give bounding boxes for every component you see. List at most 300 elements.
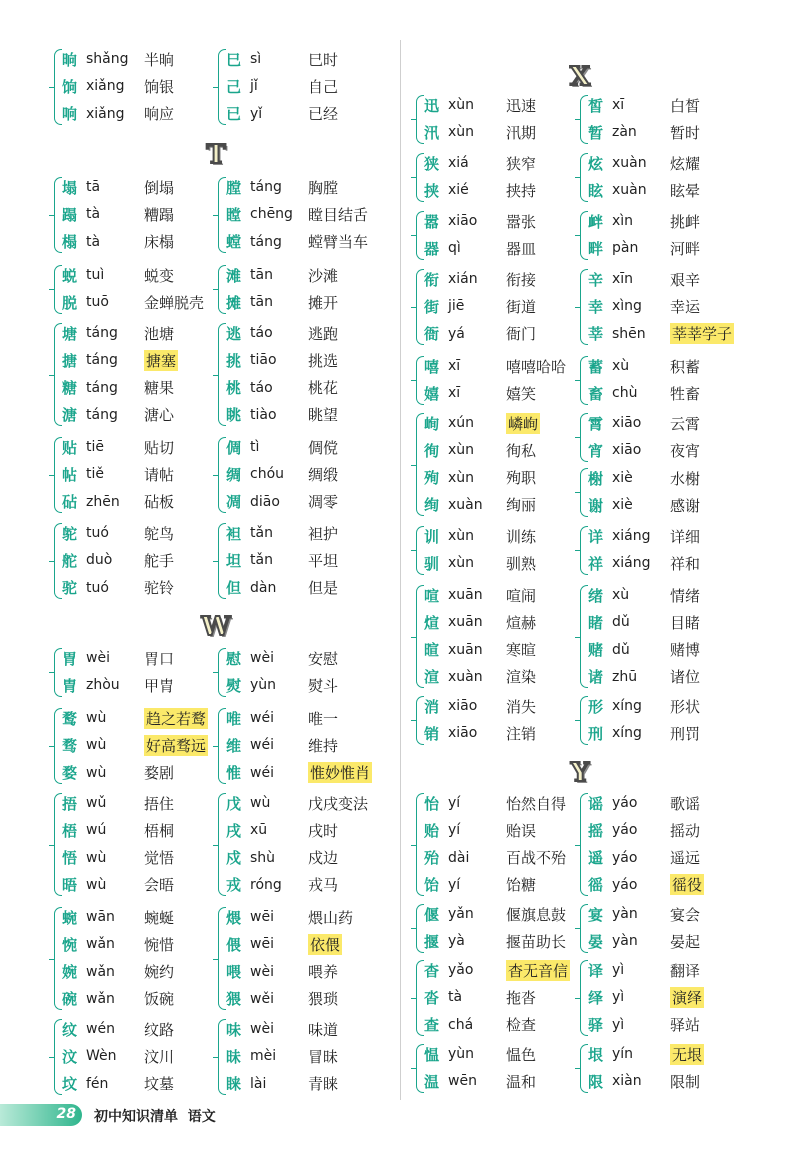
example-word: 训练	[506, 527, 537, 546]
pinyin: tiāo	[250, 352, 277, 369]
example-word: 汶川	[144, 1047, 175, 1066]
char-entry	[588, 266, 700, 292]
character: 详	[588, 527, 604, 546]
char-entry	[424, 609, 536, 635]
pinyin: wéi	[250, 764, 274, 781]
character: 销	[424, 724, 440, 743]
char-group	[54, 434, 229, 516]
example-word: 赌博	[670, 641, 701, 660]
character: 蜕	[62, 266, 78, 285]
pinyin: wěi	[250, 990, 274, 1007]
character: 嚣	[424, 212, 440, 231]
char-entry	[226, 1043, 338, 1069]
character: 贻	[424, 821, 440, 840]
pinyin: dǔ	[612, 641, 630, 658]
pinyin: xùn	[448, 528, 475, 544]
pinyin: yǎo	[448, 962, 474, 978]
pinyin: xuàn	[612, 155, 647, 171]
character: 塌	[62, 178, 78, 197]
example-word: 会晤	[144, 876, 175, 895]
pinyin: xiè	[612, 470, 633, 486]
char-entry	[62, 320, 174, 346]
pinyin: xù	[612, 358, 630, 374]
char-group	[416, 523, 591, 578]
char-entry	[424, 550, 536, 576]
pinyin: táng	[86, 325, 118, 341]
char-entry	[588, 177, 700, 203]
pinyin: wù	[86, 764, 107, 781]
character: 刑	[588, 724, 604, 743]
example-word: 夜宵	[670, 441, 701, 460]
example-word: 迅速	[506, 96, 537, 115]
example-word: 驼铃	[144, 579, 175, 598]
char-entry	[62, 46, 174, 72]
pinyin: yá	[448, 325, 465, 342]
group-brace	[54, 265, 62, 314]
example-word: 饷银	[144, 77, 175, 96]
char-entry	[424, 410, 540, 436]
example-word: 驯熟	[506, 554, 537, 573]
char-entry	[62, 262, 174, 288]
char-entry	[588, 901, 700, 927]
example-word: 牲畜	[670, 384, 701, 403]
char-group	[416, 693, 591, 748]
example-word: 瞠目结舌	[308, 205, 369, 224]
char-entry	[588, 957, 700, 983]
character: 婺	[62, 764, 78, 783]
pinyin: wǎn	[86, 936, 115, 953]
char-entry	[588, 720, 700, 746]
pinyin: xuān	[448, 587, 483, 603]
example-word: 怡然自得	[506, 794, 567, 813]
example-word: 歌谣	[670, 794, 701, 813]
char-group	[218, 520, 393, 602]
character: 睐	[226, 1075, 242, 1094]
char-group	[54, 705, 229, 787]
pinyin: xiè	[612, 497, 633, 514]
group-brace	[218, 323, 226, 426]
pinyin: tì	[250, 439, 260, 455]
pinyin: xùn	[448, 555, 475, 572]
pinyin: shù	[250, 849, 276, 866]
char-group	[416, 790, 591, 899]
group-brace	[416, 211, 424, 260]
group-brace	[580, 153, 588, 202]
example-word: 蜕变	[144, 266, 175, 285]
pinyin: tān	[250, 267, 273, 283]
char-entry	[588, 790, 700, 816]
pinyin: wù	[86, 876, 107, 893]
char-group	[416, 957, 591, 1039]
character: 殉	[424, 469, 440, 488]
char-entry	[62, 461, 174, 487]
char-group	[580, 150, 755, 205]
char-entry	[424, 208, 536, 234]
group-brace	[580, 413, 588, 462]
character: 鸵	[62, 524, 78, 543]
character: 倜	[226, 438, 242, 457]
example-word: 请帖	[144, 465, 175, 484]
character: 晏	[588, 932, 604, 951]
pinyin: xùn	[448, 124, 475, 141]
character: 限	[588, 1072, 604, 1091]
pinyin: sì	[250, 51, 262, 67]
pinyin: xī	[612, 97, 625, 113]
char-entry	[588, 353, 700, 379]
character: 但	[226, 579, 242, 598]
character: 凋	[226, 493, 242, 512]
char-group	[416, 150, 591, 205]
char-entry	[424, 928, 566, 954]
character: 己	[226, 77, 242, 96]
char-entry	[62, 73, 174, 99]
character: 蹋	[62, 205, 78, 224]
example-word: 婺剧	[144, 764, 175, 783]
example-word: 糖果	[144, 379, 175, 398]
example-word: 纹路	[144, 1020, 175, 1039]
char-entry	[62, 872, 174, 898]
char-group	[54, 520, 229, 602]
character: 译	[588, 961, 604, 980]
example-word: 惋惜	[144, 935, 175, 954]
char-group	[416, 353, 591, 408]
pinyin: yáo	[612, 876, 638, 893]
character: 谣	[588, 794, 604, 813]
pinyin: zhū	[612, 668, 638, 685]
pinyin: xuàn	[612, 182, 647, 199]
pinyin: wéi	[250, 737, 274, 754]
example-word: 溏心	[144, 406, 175, 425]
character: 喧	[424, 586, 440, 605]
character: 谢	[588, 496, 604, 515]
pinyin: xié	[448, 182, 469, 199]
section-letter-w: W	[201, 612, 231, 642]
char-group	[580, 523, 755, 578]
char-entry	[588, 150, 700, 176]
pinyin: xíng	[612, 698, 642, 714]
group-brace	[416, 356, 424, 405]
pinyin: diāo	[250, 493, 280, 510]
character: 暄	[424, 641, 440, 660]
example-word: 贴切	[144, 438, 175, 457]
pinyin: tiě	[86, 466, 104, 483]
pinyin: xùn	[448, 97, 475, 113]
character: 绎	[588, 988, 604, 1007]
pinyin: xuàn	[448, 668, 483, 685]
character: 摇	[588, 821, 604, 840]
pinyin: tiào	[250, 406, 277, 423]
highlighted-word: 好高骛远	[146, 736, 207, 755]
char-group	[54, 790, 229, 899]
char-entry	[424, 380, 536, 406]
pinyin: yì	[612, 1016, 625, 1033]
pinyin: xiá	[448, 155, 469, 171]
char-entry	[424, 523, 536, 549]
char-entry	[226, 489, 338, 515]
pinyin: tuì	[86, 267, 105, 283]
example-word: 胃口	[144, 649, 175, 668]
footer	[0, 1104, 800, 1126]
pinyin: xiǎng	[86, 78, 125, 95]
example-word: 情绪	[670, 586, 701, 605]
character: 碗	[62, 990, 78, 1009]
example-word: 安慰	[308, 649, 339, 668]
character: 戊	[226, 794, 242, 813]
page-number: 28	[56, 1106, 76, 1122]
character: 饴	[424, 876, 440, 895]
example-word: 冒昧	[308, 1047, 339, 1066]
character: 螳	[226, 233, 242, 252]
char-entry	[62, 289, 204, 315]
pinyin: wēi	[250, 909, 274, 925]
character: 喂	[226, 963, 242, 982]
character: 暂	[588, 123, 604, 142]
character: 鹜	[62, 709, 78, 728]
example-word: 喂养	[308, 963, 339, 982]
section-letter-y: Y	[570, 758, 590, 788]
char-group	[580, 208, 755, 263]
example-word: 坟墓	[144, 1075, 175, 1094]
example-word: 眩晕	[670, 181, 701, 200]
char-entry	[424, 720, 536, 746]
column-divider	[400, 40, 401, 1100]
char-entry	[588, 523, 700, 549]
example-word: 水榭	[670, 469, 701, 488]
example-word: 温和	[506, 1072, 537, 1091]
char-entry	[588, 321, 734, 347]
character: 唯	[226, 709, 242, 728]
section-letter-x: X	[569, 62, 591, 92]
group-brace	[580, 1044, 588, 1093]
group-brace	[218, 523, 226, 599]
pinyin: xùn	[448, 469, 475, 486]
char-entry	[62, 520, 174, 546]
char-entry	[62, 201, 174, 227]
pinyin: wǔ	[86, 795, 107, 811]
pinyin: yǎn	[448, 906, 474, 922]
pinyin: wù	[86, 737, 107, 754]
character: 幸	[588, 297, 604, 316]
character: 塘	[62, 324, 78, 343]
group-brace	[54, 49, 62, 125]
pinyin: wèi	[250, 1021, 274, 1037]
pinyin: yì	[612, 989, 625, 1006]
char-group	[580, 353, 755, 408]
example-word: 摊开	[308, 293, 339, 312]
group-brace	[580, 468, 588, 517]
character: 眺	[226, 406, 242, 425]
pinyin: jǐ	[250, 78, 258, 95]
char-entry	[62, 760, 174, 786]
group-brace	[416, 153, 424, 202]
character: 挑	[226, 351, 242, 370]
example-word: 器皿	[506, 239, 537, 258]
character: 搪	[62, 351, 78, 370]
char-entry	[424, 693, 536, 719]
group-brace	[218, 49, 226, 125]
pinyin: zhēn	[86, 493, 120, 510]
char-entry	[62, 986, 174, 1012]
character: 味	[226, 1020, 242, 1039]
pinyin: xiāo	[448, 725, 478, 742]
char-entry	[424, 664, 536, 690]
character: 绪	[588, 586, 604, 605]
char-entry	[424, 353, 566, 379]
example-word: 偃旗息鼓	[506, 905, 567, 924]
character: 煊	[424, 613, 440, 632]
pinyin: xùn	[448, 442, 475, 459]
pinyin: xiāo	[448, 698, 478, 714]
highlighted-word: 无垠	[672, 1045, 703, 1064]
subject-label: 语文	[187, 1109, 216, 1125]
character: 霄	[588, 414, 604, 433]
character: 已	[226, 105, 242, 124]
pinyin: qì	[448, 240, 461, 257]
pinyin: wén	[86, 1021, 115, 1037]
char-entry	[588, 872, 704, 898]
example-word: 挟持	[506, 181, 537, 200]
character: 诸	[588, 668, 604, 687]
example-word: 炫耀	[670, 154, 701, 173]
char-entry	[62, 959, 174, 985]
character: 脱	[62, 293, 78, 312]
example-word: 限制	[670, 1072, 701, 1091]
char-entry	[424, 637, 536, 663]
char-entry	[226, 402, 338, 428]
example-word: 汛期	[506, 123, 537, 142]
example-word: 寒暄	[506, 641, 537, 660]
character: 祥	[588, 554, 604, 573]
character: 温	[424, 1072, 440, 1091]
char-entry	[424, 177, 536, 203]
character: 愠	[424, 1045, 440, 1064]
example-word: 梧桐	[144, 821, 175, 840]
example-word: 舵手	[144, 551, 175, 570]
char-entry	[226, 520, 338, 546]
group-brace	[218, 265, 226, 314]
char-entry	[226, 262, 338, 288]
highlighted-word: 莘莘学子	[672, 325, 733, 344]
group-brace	[54, 907, 62, 1010]
group-brace	[218, 907, 226, 1010]
example-word: 味道	[308, 1020, 339, 1039]
example-word: 嘻嘻哈哈	[506, 357, 567, 376]
character: 畔	[588, 239, 604, 258]
char-entry	[226, 1016, 338, 1042]
character: 嬉	[424, 384, 440, 403]
pinyin: xìn	[612, 213, 634, 229]
example-word: 消失	[506, 697, 537, 716]
pinyin: dài	[448, 849, 470, 866]
character: 桃	[226, 379, 242, 398]
group-brace	[416, 413, 424, 516]
example-word: 感谢	[670, 496, 701, 515]
example-word: 捂住	[144, 794, 175, 813]
group-brace	[416, 1044, 424, 1093]
pinyin: tǎn	[250, 552, 273, 569]
example-word: 戌时	[308, 821, 339, 840]
char-entry	[62, 645, 174, 671]
character: 绸	[226, 465, 242, 484]
char-entry	[226, 174, 338, 200]
example-word: 沙滩	[308, 266, 339, 285]
character: 睹	[588, 613, 604, 632]
example-word: 挑衅	[670, 212, 701, 231]
example-word: 绚丽	[506, 496, 537, 515]
char-entry	[588, 380, 700, 406]
group-brace	[218, 177, 226, 253]
char-group	[218, 790, 393, 899]
char-entry	[424, 92, 536, 118]
character: 杳	[424, 961, 440, 980]
character: 砧	[62, 493, 78, 512]
char-entry	[424, 790, 566, 816]
pinyin: xìng	[612, 298, 642, 315]
group-brace	[580, 585, 588, 688]
highlighted-word: 惟妙惟肖	[310, 764, 371, 783]
character: 形	[588, 697, 604, 716]
char-entry	[424, 957, 570, 983]
character: 沓	[424, 988, 440, 1007]
group-brace	[580, 356, 588, 405]
char-group	[580, 790, 755, 899]
example-word: 煊赫	[506, 613, 537, 632]
pinyin: tā	[86, 179, 101, 195]
example-word: 积蓄	[670, 357, 701, 376]
char-entry	[226, 375, 338, 401]
char-group	[54, 262, 229, 317]
pinyin: chá	[448, 1016, 474, 1033]
char-entry	[62, 732, 208, 758]
pinyin: xuān	[448, 614, 483, 631]
pinyin: chù	[612, 385, 638, 402]
character: 莘	[588, 325, 604, 344]
char-group	[580, 1041, 755, 1096]
pinyin: xiáng	[612, 528, 651, 544]
example-word: 已经	[308, 105, 339, 124]
character: 衅	[588, 212, 604, 231]
pinyin: xuān	[448, 641, 483, 658]
pinyin: chēng	[250, 206, 293, 223]
char-entry	[62, 705, 208, 731]
example-word: 糟蹋	[144, 205, 175, 224]
section-letter-t: T	[206, 140, 226, 170]
example-word: 嚣张	[506, 212, 537, 231]
character: 渲	[424, 668, 440, 687]
pinyin: xiàn	[612, 1073, 642, 1090]
pinyin: xīn	[612, 271, 634, 287]
pinyin: yáo	[612, 795, 638, 811]
char-entry	[588, 984, 704, 1010]
char-entry	[226, 705, 338, 731]
character: 驼	[62, 579, 78, 598]
pinyin: xún	[448, 415, 475, 431]
example-word: 贻误	[506, 821, 537, 840]
char-group	[580, 901, 755, 956]
character: 悟	[62, 849, 78, 868]
char-entry	[424, 266, 536, 292]
character: 胄	[62, 676, 78, 695]
pinyin: wǎn	[86, 963, 115, 980]
character: 蜿	[62, 908, 78, 927]
char-group	[54, 46, 229, 128]
pinyin: wèi	[250, 963, 274, 980]
group-brace	[580, 95, 588, 144]
char-entry	[226, 672, 338, 698]
char-group	[416, 410, 591, 519]
pinyin: wān	[86, 909, 115, 925]
char-entry	[588, 550, 700, 576]
